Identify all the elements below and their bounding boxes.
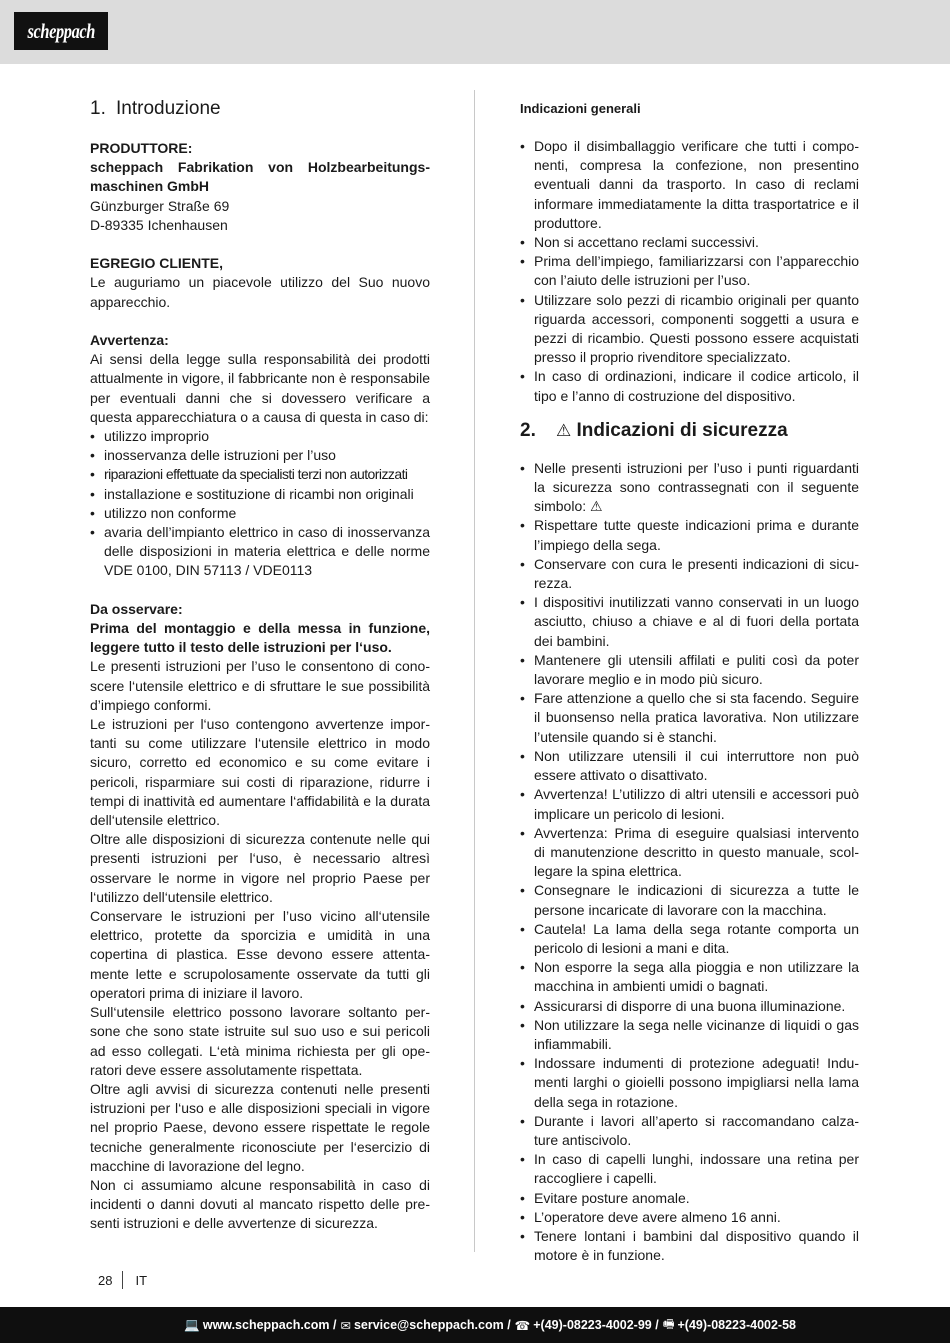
list-item: • Dopo il disimballaggio verificare che tutti i componenti, compresa la confezione, non presentino eventuali danni da trasporto. In caso di reclami informare immediatamente la ditta trasportatrice e il produttore. bbox=[520, 137, 859, 233]
email-link[interactable]: service@scheppach.com / bbox=[353, 1318, 511, 1332]
page-header bbox=[0, 0, 950, 64]
mail-icon: ✉ bbox=[340, 1318, 351, 1333]
producer-name: scheppach Fabrikation von Holzbearbeitungsmaschinen GmbH bbox=[90, 159, 430, 195]
page-footer-meta bbox=[98, 1271, 147, 1289]
left-column bbox=[90, 98, 430, 1234]
list-item: • Fare attenzione a quello che si sta facendo. Seguire il buonsenso nella pratica lavorativa. Non utilizzare l’utensile quando si è stanchi. bbox=[520, 689, 859, 747]
list-item: • Utilizzare solo pezzi di ricambio originali per quanto riguarda accessori, componenti soggetti a usura e pezzi di ricambio. Questi possono essere acquistati presso il proprio rivenditore specializzato. bbox=[520, 291, 859, 368]
website-link[interactable]: www.scheppach.com / bbox=[202, 1318, 337, 1332]
general-list bbox=[520, 137, 859, 406]
list-item: • Prima dell’impiego, familiarizzarsi con l’apparecchio con l’aiuto delle istruzioni per l’uso. bbox=[520, 252, 859, 290]
fax-icon: 🖷 bbox=[662, 1316, 675, 1331]
list-item: • Evitare posture anomale. bbox=[520, 1189, 859, 1208]
list-item: • Cautela! La lama della sega rotante comporta un pericolo di lesioni a mani e dita. bbox=[520, 920, 859, 958]
logo-text: scheppach bbox=[27, 18, 95, 43]
section-1-heading bbox=[90, 98, 430, 120]
list-item: • Avvertenza! L’utilizzo di altri utensili e accessori può implicare un pericolo di lesioni. bbox=[520, 785, 859, 823]
list-item: • avaria dell’impianto elettrico in caso di inosservanza delle disposizioni in materia elettrica e delle norme VDE 0100, DIN 57113 / VDE0113 bbox=[90, 523, 430, 581]
paragraph: Le presenti istruzioni per l’uso le consentono di conoscere l‘utensile elettrico e di sfruttare le sue possibilità d’impiego conformi. bbox=[90, 658, 430, 713]
address-line-2: D-89335 Ichenhausen bbox=[90, 216, 228, 233]
list-item: • utilizzo improprio bbox=[90, 427, 430, 446]
section-2-title: Indicazioni di sicurezza bbox=[576, 419, 788, 441]
fax-number: +(49)-08223-4002-58 bbox=[677, 1318, 796, 1332]
warning-label: Avvertenza: bbox=[90, 332, 169, 348]
list-item: • In caso di ordinazioni, indicare il codice articolo, il tipo e l’anno di costruzione del dispositivo. bbox=[520, 367, 859, 405]
paragraph: Oltre agli avvisi di sicurezza contenuti nelle presenti istruzioni per l‘uso e alle disposizioni speciali in vigore nel proprio Paese, devono essere rispettate le regole tecniche generalmente riconosciute per l‘esercizio di macchine di lavorazione del legno. bbox=[90, 1080, 430, 1174]
list-item: • inosservanza delle istruzioni per l’uso bbox=[90, 446, 430, 465]
list-item: • Mantenere gli utensili affilati e puliti così da poter lavorare meglio e in modo più sicuro. bbox=[520, 651, 859, 689]
section-2-heading bbox=[520, 420, 859, 442]
paragraph: Oltre alle disposizioni di sicurezza contenute nelle qui presenti istruzioni per l‘uso, è necessario altresì osservare le norme in vigore nel proprio Paese per l‘utilizzo dell‘utensile elettrico. bbox=[90, 831, 430, 905]
paragraph: Sull‘utensile elettrico possono lavorare soltanto persone che sono state istruite sul suo uso e sui pericoli ad esso collegati. L‘età minima richiesta per gli operatori deve essere assolutamente rispettata. bbox=[90, 1004, 430, 1078]
list-item: • L’operatore deve avere almeno 16 anni. bbox=[520, 1208, 859, 1227]
list-item: • Tenere lontani i bambini dal dispositivo quando il motore è in funzione. bbox=[520, 1227, 859, 1265]
footer-separator bbox=[122, 1271, 123, 1289]
section-1-number: 1. bbox=[90, 98, 106, 119]
observe-label: Da osservare: bbox=[90, 600, 183, 617]
list-item: • Rispettare tutte queste indicazioni prima e durante l’impiego della sega. bbox=[520, 516, 859, 554]
list-item: • riparazioni effettuate da specialisti terzi non autorizzati bbox=[90, 465, 430, 484]
warning-triangle-icon: ⚠ bbox=[556, 420, 572, 440]
list-item: • I dispositivi inutilizzati vanno conservati in un luogo asciutto, chiuso a chiave e al di fuori della portata dei bambini. bbox=[520, 593, 859, 651]
list-item: • Durante i lavori all’aperto si raccomandano calzature antiscivolo. bbox=[520, 1112, 859, 1150]
list-item: • Non utilizzare utensili il cui interruttore non può essere attivato o disattivato. bbox=[520, 747, 859, 785]
list-item: • Indossare indumenti di protezione adeguati! Indumenti larghi o gioielli possono impigliarsi nella lama della sega in rotazione. bbox=[520, 1054, 859, 1112]
list-item: • Non utilizzare la sega nelle vicinanze di liquidi o gas infiammabili. bbox=[520, 1016, 859, 1054]
paragraph: Conservare le istruzioni per l’uso vicino all‘utensile elettrico, protette da sporcizia e umidità in una copertina di plastica. Esse devono essere attentamente lette e scrupolosamente osservate da tutti gli operatori prima di iniziare il lavoro. bbox=[90, 908, 430, 1001]
column-divider bbox=[474, 90, 475, 1252]
scheppach-logo bbox=[14, 12, 108, 50]
section-2-number: 2. bbox=[520, 419, 536, 441]
phone-icon: ☎ bbox=[514, 1318, 531, 1333]
section-1-title: Introduzione bbox=[116, 98, 221, 119]
right-column bbox=[520, 98, 859, 1265]
list-item: • Conservare con cura le presenti indicazioni di sicurezza. bbox=[520, 555, 859, 593]
page-number: 28 bbox=[98, 1272, 113, 1288]
warning-text: Ai sensi della legge sulla responsabilità dei prodotti attualmente in vigore, il fabbricante non è responsabile per eventuali danni che si dovessero verificare a questa apparecchiatura o a causa di questa in caso di: bbox=[90, 351, 430, 425]
warning-list bbox=[90, 427, 430, 581]
list-item: • Non si accettano reclami successivi. bbox=[520, 233, 859, 252]
list-item: • installazione e sostituzione di ricambi non originali bbox=[90, 485, 430, 504]
customer-text: Le auguriamo un piacevole utilizzo del Suo nuovo apparecchio. bbox=[90, 274, 430, 310]
contact-bar bbox=[0, 1307, 950, 1343]
address-line-1: Günzburger Straße 69 bbox=[90, 197, 230, 214]
observe-bold-text: Prima del montaggio e della messa in funzione, leggere tutto il testo delle istruzioni per l‘uso. bbox=[90, 620, 430, 656]
list-item: • Nelle presenti istruzioni per l’uso i punti riguardanti la sicurezza sono contrassegnati con il seguente simbolo: ⚠ bbox=[520, 459, 859, 517]
list-item: • Avvertenza: Prima di eseguire qualsiasi intervento di manutenzione descritto in questo manuale, scollegare la spina elettrica. bbox=[520, 824, 859, 882]
list-item: • utilizzo non conforme bbox=[90, 504, 430, 523]
list-item: • Non esporre la sega alla pioggia e non utilizzare la macchina in ambienti umidi o bagnati. bbox=[520, 958, 859, 996]
safety-list bbox=[520, 459, 859, 1266]
language-code: IT bbox=[135, 1272, 148, 1288]
list-item: • Assicurarsi di disporre di una buona illuminazione. bbox=[520, 997, 859, 1016]
general-heading: Indicazioni generali bbox=[520, 101, 641, 116]
computer-icon: 💻 bbox=[184, 1317, 200, 1332]
customer-label: EGREGIO CLIENTE, bbox=[90, 255, 224, 272]
phone-number: +(49)-08223-4002-99 / bbox=[533, 1318, 659, 1332]
producer-label: PRODUTTORE: bbox=[90, 140, 193, 156]
list-item: • In caso di capelli lunghi, indossare una retina per raccogliere i capelli. bbox=[520, 1150, 859, 1188]
paragraph: Le istruzioni per l‘uso contengono avvertenze importanti su come utilizzare l‘utensile elettrico in modo sicuro, corretto ed economico e su come evitare i pericoli, risparmiare sui costi di riparazione, ridurre i tempi di inattività ed aumentare l‘affidabilità e la durata dell‘utensile elettrico. bbox=[90, 716, 430, 829]
list-item: • Consegnare le indicazioni di sicurezza a tutte le persone incaricate di lavorare con la macchina. bbox=[520, 881, 859, 919]
paragraph: Non ci assumiamo alcune responsabilità in caso di incidenti o danni dovuti al mancato rispetto delle presenti istruzioni e delle avvertenze di sicurezza. bbox=[90, 1176, 430, 1232]
